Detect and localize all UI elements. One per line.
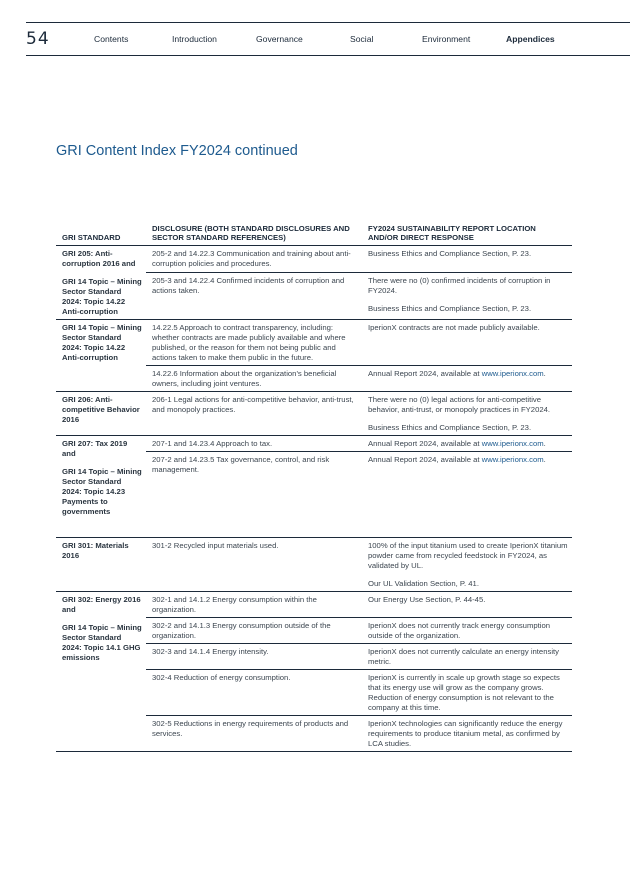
response-cell: Annual Report 2024, available at www.iperionx.com. — [362, 452, 572, 538]
iperionx-link[interactable]: www.iperionx.com — [481, 455, 544, 464]
response-cell: There were no (0) confirmed incidents of corruption in FY2024. Business Ethics and Compliance Section, P. 23. — [362, 273, 572, 320]
nav-social[interactable]: Social — [350, 34, 374, 44]
header-bar — [26, 22, 630, 56]
response-cell: IperionX contracts are not made publicly available. — [362, 320, 572, 366]
nav-introduction[interactable]: Introduction — [172, 34, 217, 44]
response-cell: Business Ethics and Compliance Section, P. 23. — [362, 246, 572, 273]
iperionx-link[interactable]: www.iperionx.com — [481, 439, 544, 448]
disclosure-cell: 14.22.5 Approach to contract transparency, including: whether contracts are made publicly available and where published, or the reason for them not being public and actions taken to make them public in the future. — [146, 320, 362, 366]
disclosure-cell: 205-3 and 14.22.4 Confirmed incidents of corruption and actions taken. — [146, 273, 362, 320]
response-cell: IperionX does not currently track energy consumption outside of the organization. — [362, 618, 572, 644]
response-cell: There were no (0) legal actions for anti-competitive behavior, anti-trust, or monopoly practices in FY2024. Business Ethics and Compliance Section, P. 23. — [362, 392, 572, 436]
standard-cell: GRI 302: Energy 2016 and GRI 14 Topic – Mining Sector Standard 2024: Topic 14.1 GHG emissions — [56, 592, 146, 752]
column-header-response: FY2024 SUSTAINABILITY REPORT LOCATION AND/OR DIRECT RESPONSE — [362, 224, 572, 246]
page-title: GRI Content Index FY2024 continued — [56, 143, 298, 159]
response-cell: Annual Report 2024, available at www.iperionx.com. — [362, 436, 572, 452]
disclosure-cell: 207-1 and 14.23.4 Approach to tax. — [146, 436, 362, 452]
disclosure-cell: 302-4 Reduction of energy consumption. — [146, 670, 362, 716]
gri-content-table — [56, 224, 572, 752]
disclosure-cell: 302-1 and 14.1.2 Energy consumption within the organization. — [146, 592, 362, 618]
response-cell: Annual Report 2024, available at www.iperionx.com. — [362, 366, 572, 392]
standard-cell: GRI 206: Anti-competitive Behavior 2016 — [56, 392, 146, 436]
response-cell: Our Energy Use Section, P. 44-45. — [362, 592, 572, 618]
response-cell: IperionX does not currently calculate an energy intensity metric. — [362, 644, 572, 670]
disclosure-cell: 206-1 Legal actions for anti-competitive behavior, anti-trust, and monopoly practices. — [146, 392, 362, 436]
nav-appendices[interactable]: Appendices — [506, 34, 555, 44]
standard-cell: GRI 14 Topic – Mining Sector Standard 2024: Topic 14.22 Anti-corruption — [56, 320, 146, 392]
standard-cell: GRI 207: Tax 2019 and GRI 14 Topic – Mining Sector Standard 2024: Topic 14.23 Payments to governments — [56, 436, 146, 538]
response-cell: IperionX is currently in scale up growth stage so expects that its energy use will grow as the company grows. Reduction of energy consumption is not relevant to the company at this time. — [362, 670, 572, 716]
disclosure-cell: 302-5 Reductions in energy requirements of products and services. — [146, 716, 362, 752]
column-header-disclosure: DISCLOSURE (BOTH STANDARD DISCLOSURES AND SECTOR STANDARD REFERENCES) — [146, 224, 362, 246]
response-cell: 100% of the input titanium used to create IperionX titanium powder came from recycled feedstock in FY2024, as validated by UL. Our UL Validation Section, P. 41. — [362, 538, 572, 592]
disclosure-cell: 14.22.6 Information about the organization's beneficial owners, including joint ventures. — [146, 366, 362, 392]
response-cell: IperionX technologies can significantly reduce the energy requirements to produce titanium metal, as confirmed by LCA studies. — [362, 716, 572, 752]
nav-environment[interactable]: Environment — [422, 34, 471, 44]
nav-governance[interactable]: Governance — [256, 34, 303, 44]
iperionx-link[interactable]: www.iperionx.com — [481, 369, 544, 378]
disclosure-cell: 207-2 and 14.23.5 Tax governance, control, and risk management. — [146, 452, 362, 538]
standard-cell: GRI 205: Anti-corruption 2016 and GRI 14 Topic – Mining Sector Standard 2024: Topic 14.22 Anti-corruption — [56, 246, 146, 320]
standard-cell: GRI 301: Materials 2016 — [56, 538, 146, 592]
page-number: 54 — [26, 29, 50, 49]
disclosure-cell: 205-2 and 14.22.3 Communication and training about anti-corruption policies and procedures. — [146, 246, 362, 273]
disclosure-cell: 302-3 and 14.1.4 Energy intensity. — [146, 644, 362, 670]
column-header-standard: GRI STANDARD — [56, 224, 146, 246]
nav-contents[interactable]: Contents — [94, 34, 129, 44]
disclosure-cell: 302-2 and 14.1.3 Energy consumption outside of the organization. — [146, 618, 362, 644]
disclosure-cell: 301-2 Recycled input materials used. — [146, 538, 362, 592]
